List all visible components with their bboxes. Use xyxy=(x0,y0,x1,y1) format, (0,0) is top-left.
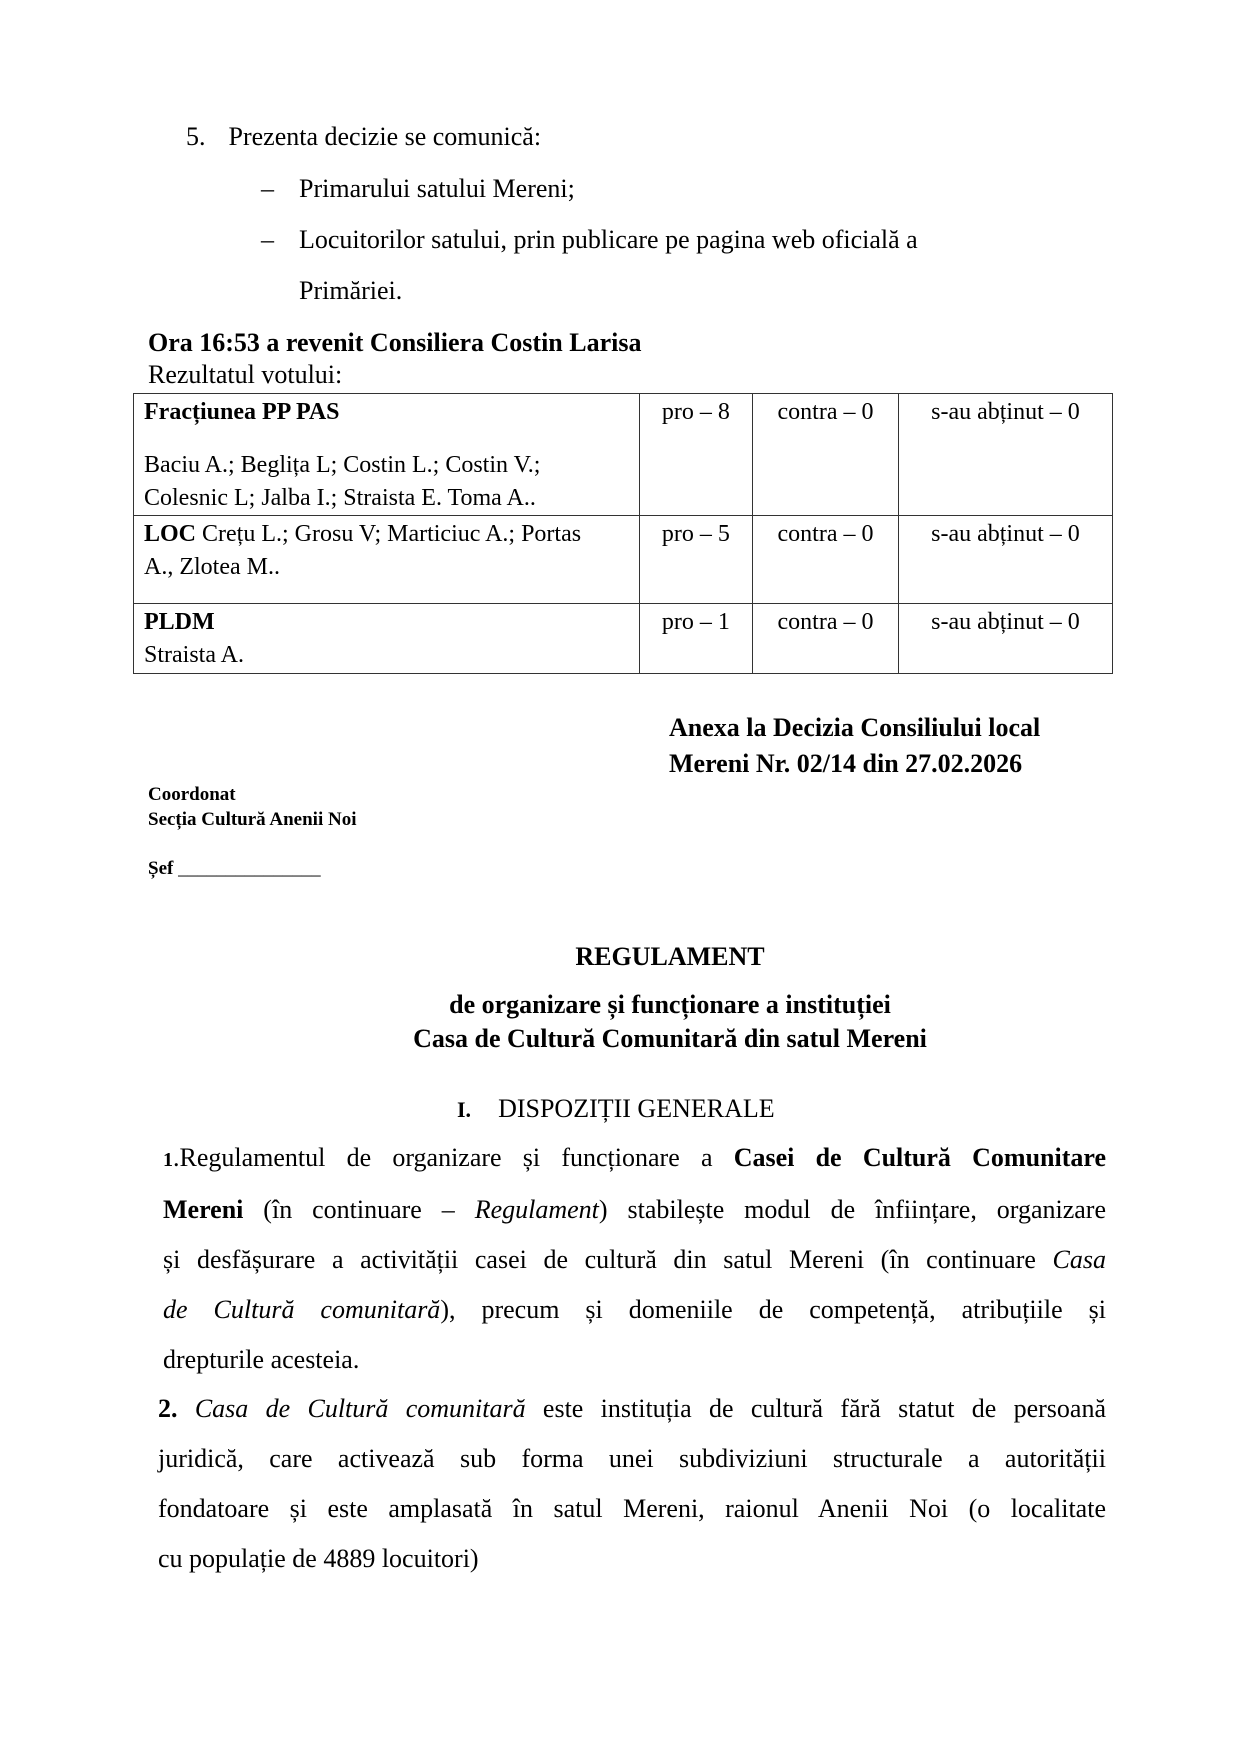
coordination-label: Coordonat xyxy=(148,784,236,805)
paragraph-line: 1.Regulamentul de organizare și funcționare a Casei de Cultură Comunitare xyxy=(163,1143,1106,1172)
table-row xyxy=(134,516,1113,604)
paragraph-2 xyxy=(158,1384,1106,1584)
group-members: Colesnic L; Jalba I.; Straista E. Toma A.. xyxy=(144,485,536,511)
dash-icon: – xyxy=(261,225,274,254)
contra-cell: contra – 0 xyxy=(753,394,899,516)
pro-cell: pro – 8 xyxy=(639,394,753,516)
group-members: Baciu A.; Beglița L; Costin L.; Costin V.; xyxy=(144,452,541,478)
group-cell xyxy=(134,516,640,604)
abstain-cell: s-au abținut – 0 xyxy=(898,604,1112,674)
section-title: DISPOZIȚII GENERALE xyxy=(498,1094,775,1123)
section-number: I. xyxy=(457,1097,472,1122)
point-5-text: Prezenta decizie se comunică: xyxy=(228,122,542,151)
dash-icon: – xyxy=(261,174,274,203)
paragraph-line: de Cultură comunitară), precum și domeniile de competență, atribuțiile și xyxy=(163,1295,1106,1324)
paragraph-line: drepturile acesteia. xyxy=(163,1345,360,1374)
contra-cell: contra – 0 xyxy=(753,604,899,674)
annex-line-1: Anexa la Decizia Consiliului local xyxy=(669,713,1041,742)
paragraph-line: 2. Casa de Cultură comunitară este instituția de cultură fără statut de persoană xyxy=(158,1394,1106,1423)
contra-cell: contra – 0 xyxy=(753,516,899,604)
point-5 xyxy=(186,122,541,152)
table-row xyxy=(134,394,1113,516)
paragraph-line: Mereni (în continuare – Regulament) stabilește modul de înființare, organizare xyxy=(163,1195,1106,1224)
recipient-item xyxy=(261,174,274,204)
group-members: A., Zlotea M.. xyxy=(144,554,280,580)
paragraph-line: cu populație de 4889 locuitori) xyxy=(158,1544,479,1573)
notice-text: Ora 16:53 a revenit Consiliera Costin Larisa xyxy=(148,328,642,357)
table-row xyxy=(134,604,1113,674)
group-name: LOC xyxy=(144,521,197,547)
abstain-cell: s-au abținut – 0 xyxy=(898,394,1112,516)
chief-label: Șef xyxy=(148,858,174,879)
paragraph-line: fondatoare și este amplasată în satul Mereni, raionul Anenii Noi (o localitate xyxy=(158,1494,1106,1523)
pro-cell: pro – 5 xyxy=(639,516,753,604)
group-members: Straista A. xyxy=(144,642,244,668)
pro-cell: pro – 1 xyxy=(639,604,753,674)
coordination-block xyxy=(148,782,356,881)
group-cell xyxy=(134,394,640,516)
coordination-department: Secția Cultură Anenii Noi xyxy=(148,809,357,830)
recipient-text: Locuitorilor satului, prin publicare pe pagina web oficială a xyxy=(299,225,918,254)
group-members: Crețu L.; Grosu V; Marticiuc A.; Portas xyxy=(196,521,582,547)
regulation-title: REGULAMENT xyxy=(575,942,765,971)
group-cell xyxy=(134,604,640,674)
vote-table xyxy=(133,393,1113,674)
paragraph-line: și desfășurare a activității casei de cultură din satul Mereni (în continuare Casa xyxy=(163,1245,1106,1274)
group-name: PLDM xyxy=(144,609,215,635)
recipient-item xyxy=(261,225,274,255)
signature-line: _______________ xyxy=(178,858,321,879)
annex-line-2: Mereni Nr. 02/14 din 27.02.2026 xyxy=(669,749,1023,778)
vote-result-label: Rezultatul votului: xyxy=(148,360,343,389)
paragraph-number: 1 xyxy=(163,1149,173,1171)
point-5-number: 5. xyxy=(186,122,206,151)
annex-heading xyxy=(669,710,1040,782)
regulation-subtitle-1: de organizare și funcționare a instituției xyxy=(449,990,891,1019)
group-name: Fracțiunea PP PAS xyxy=(144,399,340,425)
paragraph-1 xyxy=(163,1133,1106,1385)
recipient-text: Primarului satului Mereni; xyxy=(299,174,575,203)
paragraph-number: 2. xyxy=(158,1394,178,1423)
recipient-text-continued: Primăriei. xyxy=(299,276,403,305)
chief-signature xyxy=(148,856,356,881)
abstain-cell: s-au abținut – 0 xyxy=(898,516,1112,604)
paragraph-line: juridică, care activează sub forma unei subdiviziuni structurale a autorității xyxy=(158,1444,1106,1473)
regulation-subtitle-2: Casa de Cultură Comunitară din satul Mereni xyxy=(413,1024,927,1053)
section-heading xyxy=(457,1094,775,1125)
